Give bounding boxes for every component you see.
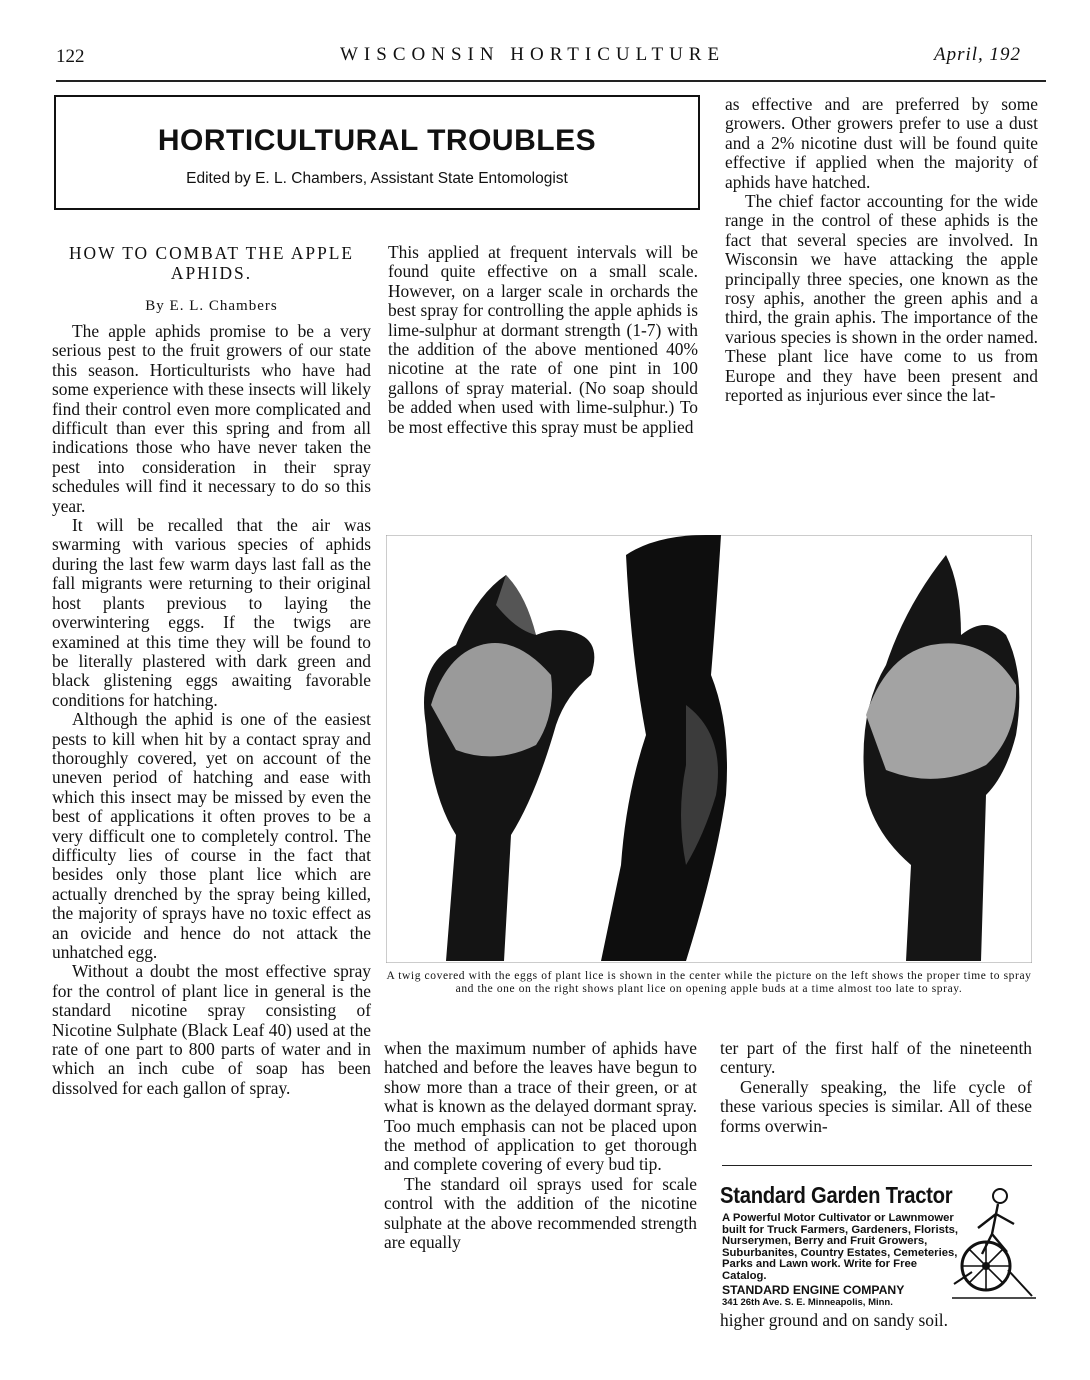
ad-address: 341 26th Ave. S. E. Minneapolis, Minn. <box>722 1297 893 1308</box>
journal-title: WISCONSIN HORTICULTURE <box>340 44 726 65</box>
department-editor: Edited by E. L. Chambers, Assistant State Entomologist <box>186 170 568 187</box>
column-right-end-line: higher ground and on sandy soil. <box>720 1310 948 1330</box>
paragraph: Although the aphid is one of the easiest pests to kill when hit by a contact spray and thoroughly covered, yet on account of the uneven period of hatching and ease with which this insect may be missed by even the best of applications it often proves to be a very difficult one to completely control. The difficulty lies of course in the fact that besides only those plant lice which are actually drenched by the spray being killed, the majority of sprays have no toxic effect as an ovicide and hence do not attack the unhatched egg. <box>52 709 371 962</box>
ad-title: Standard Garden Tractor <box>720 1182 953 1208</box>
paragraph: Generally speaking, the life cycle of these various species is similar. All of these forms overwin- <box>720 1076 1032 1136</box>
column-right-bottom <box>720 1039 1032 1136</box>
column-middle-bottom <box>384 1039 697 1252</box>
header-rule <box>56 80 1046 82</box>
column-right-top <box>725 95 1038 406</box>
column-left <box>52 322 371 1098</box>
paragraph: The apple aphids promise to be a very serious pest to the fruit growers of our state this season. Horticulturists who have had some experience with these insects will likely find their control even more complicated and difficult than ever this spring and from all indications those who have never taken the pest into consideration in their spray schedules will find it necessary to do so this year. <box>52 321 371 516</box>
column-middle-top <box>388 243 698 437</box>
figure-caption: A twig covered with the eggs of plant lice is shown in the center while the picture on the left shows the proper time to spray and the one on the right shows plant lice on opening apple buds at a time almost too late to spray. <box>386 970 1032 995</box>
ad-body: A Powerful Motor Cultivator or Lawnmower built for Truck Farmers, Gardeners, Florists, Nurserymen, Berry and Fruit Growers, Suburbanites, Country Estates, Cemeteries, Parks and Lawn work. Write for Free Catalog. <box>722 1212 959 1282</box>
paragraph: It will be recalled that the air was swarming with various species of aphids during the last few warm days last fall as the fall migrants were returning to their original host plants previous to laying the overwintering eggs. If the twigs are examined at this time they will be found to be literally plastered with dark green and black glistening eggs awaiting favorable conditions for hatching. <box>52 515 371 710</box>
paragraph: as effective and are preferred by some growers. Other growers prefer to use a dust and a 2% nicotine dust will be found quite effective if applied when the majority of aphids have hatched. <box>725 94 1038 192</box>
page-number: 122 <box>56 46 85 67</box>
paragraph: ter part of the first half of the nineteenth century. <box>720 1038 1032 1078</box>
ad-rule <box>722 1165 1032 1166</box>
tractor-icon <box>952 1184 1036 1300</box>
article-title: HOW TO COMBAT THE APPLE APHIDS. <box>69 243 354 283</box>
ad-company: STANDARD ENGINE COMPANY <box>722 1283 905 1297</box>
issue-date: April, 192 <box>934 44 1022 65</box>
twig-photograph <box>386 535 1032 963</box>
twig-photo-art <box>386 535 1032 963</box>
article-byline: By E. L. Chambers <box>145 298 278 314</box>
paragraph: The standard oil sprays used for scale control with the addition of the nicotine sulphate at the above recommended strength are equally <box>384 1173 697 1253</box>
tractor-illustration <box>952 1184 1036 1300</box>
paragraph: The chief factor accounting for the wide range in the control of these aphids is the fact that several species are involved. In Wisconsin we have attacking the apple principally three species, one known as the rosy aphis, another the green aphis and a third, the grain aphis. The importance of the various species is shown in the order named. These plant lice have come to us from Europe and they have been present and reported as injurious ever since the lat- <box>725 191 1038 406</box>
paragraph: Without a doubt the most effective spray for the control of plant lice in general is the standard nicotine spray consisting of Nicotine Sulphate (Black Leaf 40) used at the rate of one part to 800 parts of water and in which an inch cube of soap has been dissolved for each gallon of spray. <box>52 961 371 1098</box>
department-title: HORTICULTURAL TROUBLES <box>157 124 597 157</box>
paragraph: when the maximum number of aphids have hatched and before the leaves have begun to show more than a trace of their green, or at what is known as the delayed dormant spray. Too much emphasis can not be placed upon the method of application to get thorough and complete covering of every bud tip. <box>384 1038 697 1175</box>
paragraph: This applied at frequent intervals will be found quite effective on a small scale. However, on a larger scale in orchards the best spray for controlling the apple aphids is lime-sulphur at dormant strength (1-7) with the addition of the above mentioned 40% nicotine at the rate of one pint in 100 gallons of spray material. (No soap should be added when used with lime-sulphur.) To be most effective this spray must be applied <box>388 242 698 437</box>
